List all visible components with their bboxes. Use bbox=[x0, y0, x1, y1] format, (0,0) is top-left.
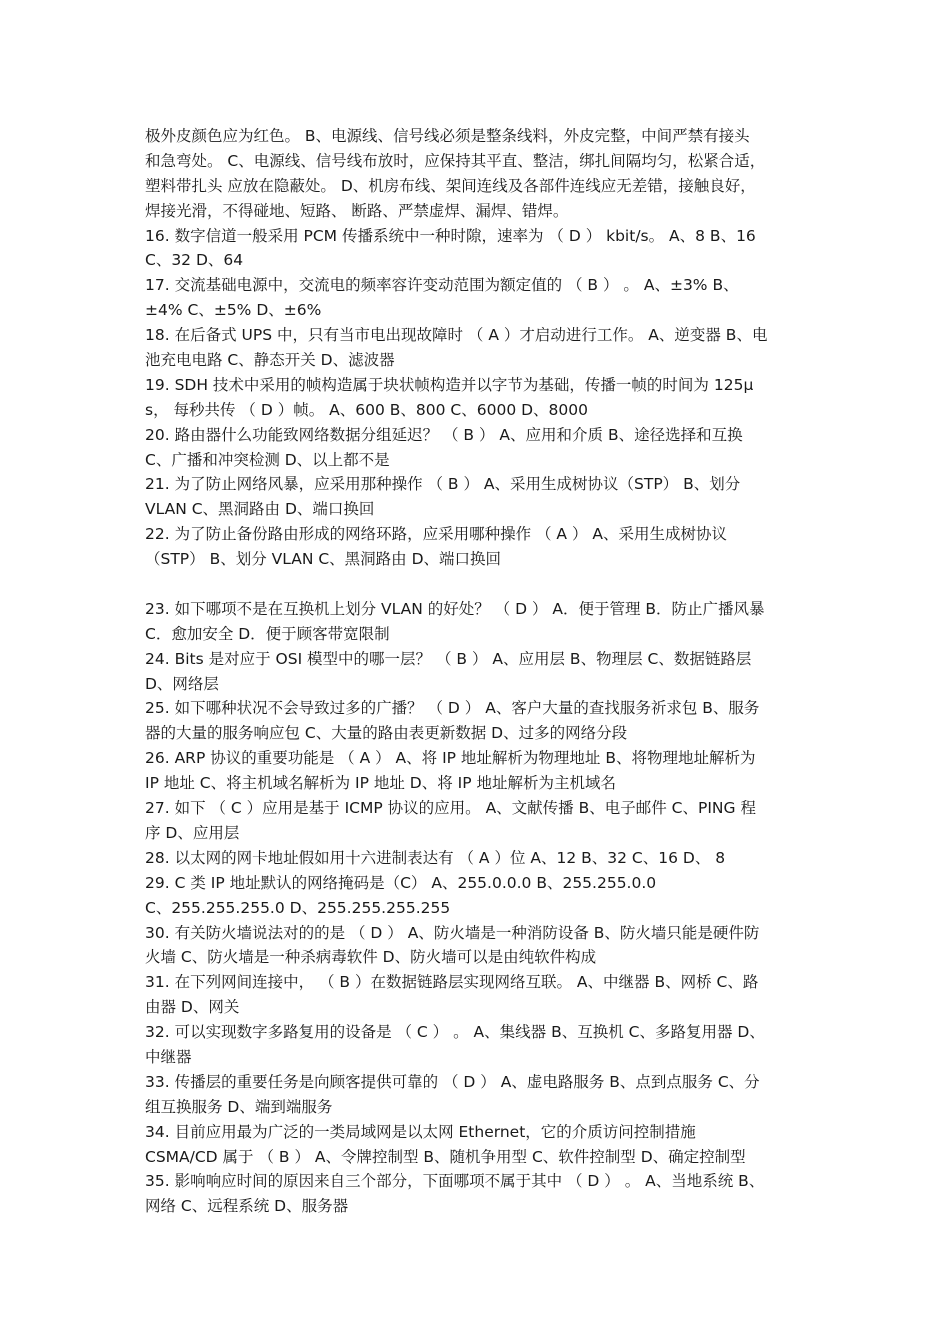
text-line: D、网络层 bbox=[145, 674, 219, 693]
text-line: 22. 为了防止备份路由形成的网络环路，应采用哪种操作 （ A ） A、采用生成树协议 bbox=[145, 525, 727, 544]
text-line: C、广播和冲突检测 D、以上都不是 bbox=[145, 450, 390, 469]
text-line: IP 地址 C、将主机域名解析为 IP 地址 D、将 IP 地址解析为主机域名 bbox=[145, 774, 617, 793]
text-line: 20. 路由器什么功能致网络数据分组延迟？ （ B ） A、应用和介质 B、途径选择和互换 bbox=[145, 425, 743, 444]
text-line: C．愈加安全 D．便于顾客带宽限制 bbox=[145, 624, 390, 643]
text-line: 28. 以太网的网卡地址假如用十六进制表达有 （ A ）位 A、12 B、32 C、16 D、 8 bbox=[145, 848, 726, 867]
text-line: 由器 D、网关 bbox=[145, 998, 240, 1017]
text-line: 30. 有关防火墙说法对的的是 （ D ） A、防火墙是一种消防设备 B、防火墙只能是硬件防 bbox=[145, 923, 760, 942]
text-line: 33. 传播层的重要任务是向顾客提供可靠的 （ D ） A、虚电路服务 B、点到点服务 C、分 bbox=[145, 1072, 760, 1091]
text-line: 17. 交流基础电源中，交流电的频率容许变动范围为额定值的 （ B ） 。 A、±3% B、 bbox=[145, 276, 739, 295]
text-line: 31. 在下列网间连接中， （ B ）在数据链路层实现网络互联。 A、中继器 B、网桥 C、路 bbox=[145, 973, 759, 992]
text-line: s， 每秒共传 （ D ）帧。 A、600 B、800 C、6000 D、8000 bbox=[145, 400, 588, 419]
text-line: 器的大量的服务响应包 C、大量的路由表更新数据 D、过多的网络分段 bbox=[145, 724, 628, 743]
blank-line bbox=[145, 572, 810, 597]
text-line: 35. 影响响应时间的原因来自三个部分，下面哪项不属于其中 （ D ） 。 A、当地系统 B、 bbox=[145, 1172, 765, 1191]
text-line: 23. 如下哪项不是在互换机上划分 VLAN 的好处？ （ D ） A．便于管理 B．防止广播风暴 bbox=[145, 599, 765, 618]
text-line: 中继器 bbox=[145, 1047, 192, 1066]
text-line: 24. Bits 是对应于 OSI 模型中的哪一层？ （ B ） A、应用层 B、物理层 C、数据链路层 bbox=[145, 649, 752, 668]
text-line: 27. 如下 （ C ）应用是基于 ICMP 协议的应用。 A、文献传播 B、电子邮件 C、PING 程 bbox=[145, 799, 756, 818]
text-line: 池充电电路 C、静态开关 D、滤波器 bbox=[145, 351, 395, 370]
text-line: 25. 如下哪种状况不会导致过多的广播？ （ D ） A、客户大量的查找服务祈求包 B、服务 bbox=[145, 699, 760, 718]
text-line: 26. ARP 协议的重要功能是 （ A ） A、将 IP 地址解析为物理地址 B、将物理地址解析为 bbox=[145, 749, 756, 768]
text-line: VLAN C、黑洞路由 D、端口换回 bbox=[145, 500, 375, 519]
text-line: 16. 数字信道一般采用 PCM 传播系统中一种时隙，速率为 （ D ） kbit/s。 A、8 B、16 bbox=[145, 226, 756, 245]
document-text bbox=[145, 124, 810, 1219]
text-line: C、32 D、64 bbox=[145, 251, 244, 270]
text-line: 序 D、应用层 bbox=[145, 823, 240, 842]
text-line: （STP） B、划分 VLAN C、黑洞路由 D、端口换回 bbox=[145, 550, 502, 569]
text-line: 网络 C、远程系统 D、服务器 bbox=[145, 1197, 349, 1216]
text-line: C、255.255.255.0 D、255.255.255.255 bbox=[145, 898, 451, 917]
text-line: 和急弯处。 C、电源线、信号线布放时，应保持其平直、整洁，绑扎间隔均匀，松紧合适， bbox=[145, 151, 766, 170]
text-line: 极外皮颜色应为红色。 B、电源线、信号线必须是整条线料，外皮完整，中间严禁有接头 bbox=[145, 127, 750, 145]
text-line: CSMA/CD 属于 （ B ） A、令牌控制型 B、随机争用型 C、软件控制型 D、确定控制型 bbox=[145, 1147, 746, 1166]
text-line: ±4% C、±5% D、±6% bbox=[145, 301, 322, 320]
text-line: 18. 在后备式 UPS 中，只有当市电出现故障时 （ A ）才启动进行工作。 A、逆变器 B、电 bbox=[145, 326, 768, 345]
text-line: 29. C 类 IP 地址默认的网络掩码是（C） A、255.0.0.0 B、255.255.0.0 bbox=[145, 873, 657, 892]
text-line: 34. 目前应用最为广泛的一类局域网是以太网 Ethernet，它的介质访问控制措施 bbox=[145, 1122, 696, 1141]
text-line: 21. 为了防止网络风暴，应采用那种操作 （ B ） A、采用生成树协议（STP） B、划分 bbox=[145, 475, 741, 494]
text-line: 火墙 C、防火墙是一种杀病毒软件 D、防火墙可以是由纯软件构成 bbox=[145, 948, 597, 967]
text-line: 组互换服务 D、端到端服务 bbox=[145, 1097, 333, 1116]
text-line: 焊接光滑，不得碰地、短路、 断路、严禁虚焊、漏焊、错焊。 bbox=[145, 201, 569, 220]
text-line: 32. 可以实现数字多路复用的设备是 （ C ） 。 A、集线器 B、互换机 C、多路复用器 D、 bbox=[145, 1023, 765, 1042]
text-line: 19. SDH 技术中采用的帧构造属于块状帧构造并以字节为基础，传播一帧的时间为 125μ bbox=[145, 375, 754, 394]
text-line: 塑料带扎头 应放在隐蔽处。 D、机房布线、架间连线及各部件连线应无差错，接触良好， bbox=[145, 176, 756, 195]
